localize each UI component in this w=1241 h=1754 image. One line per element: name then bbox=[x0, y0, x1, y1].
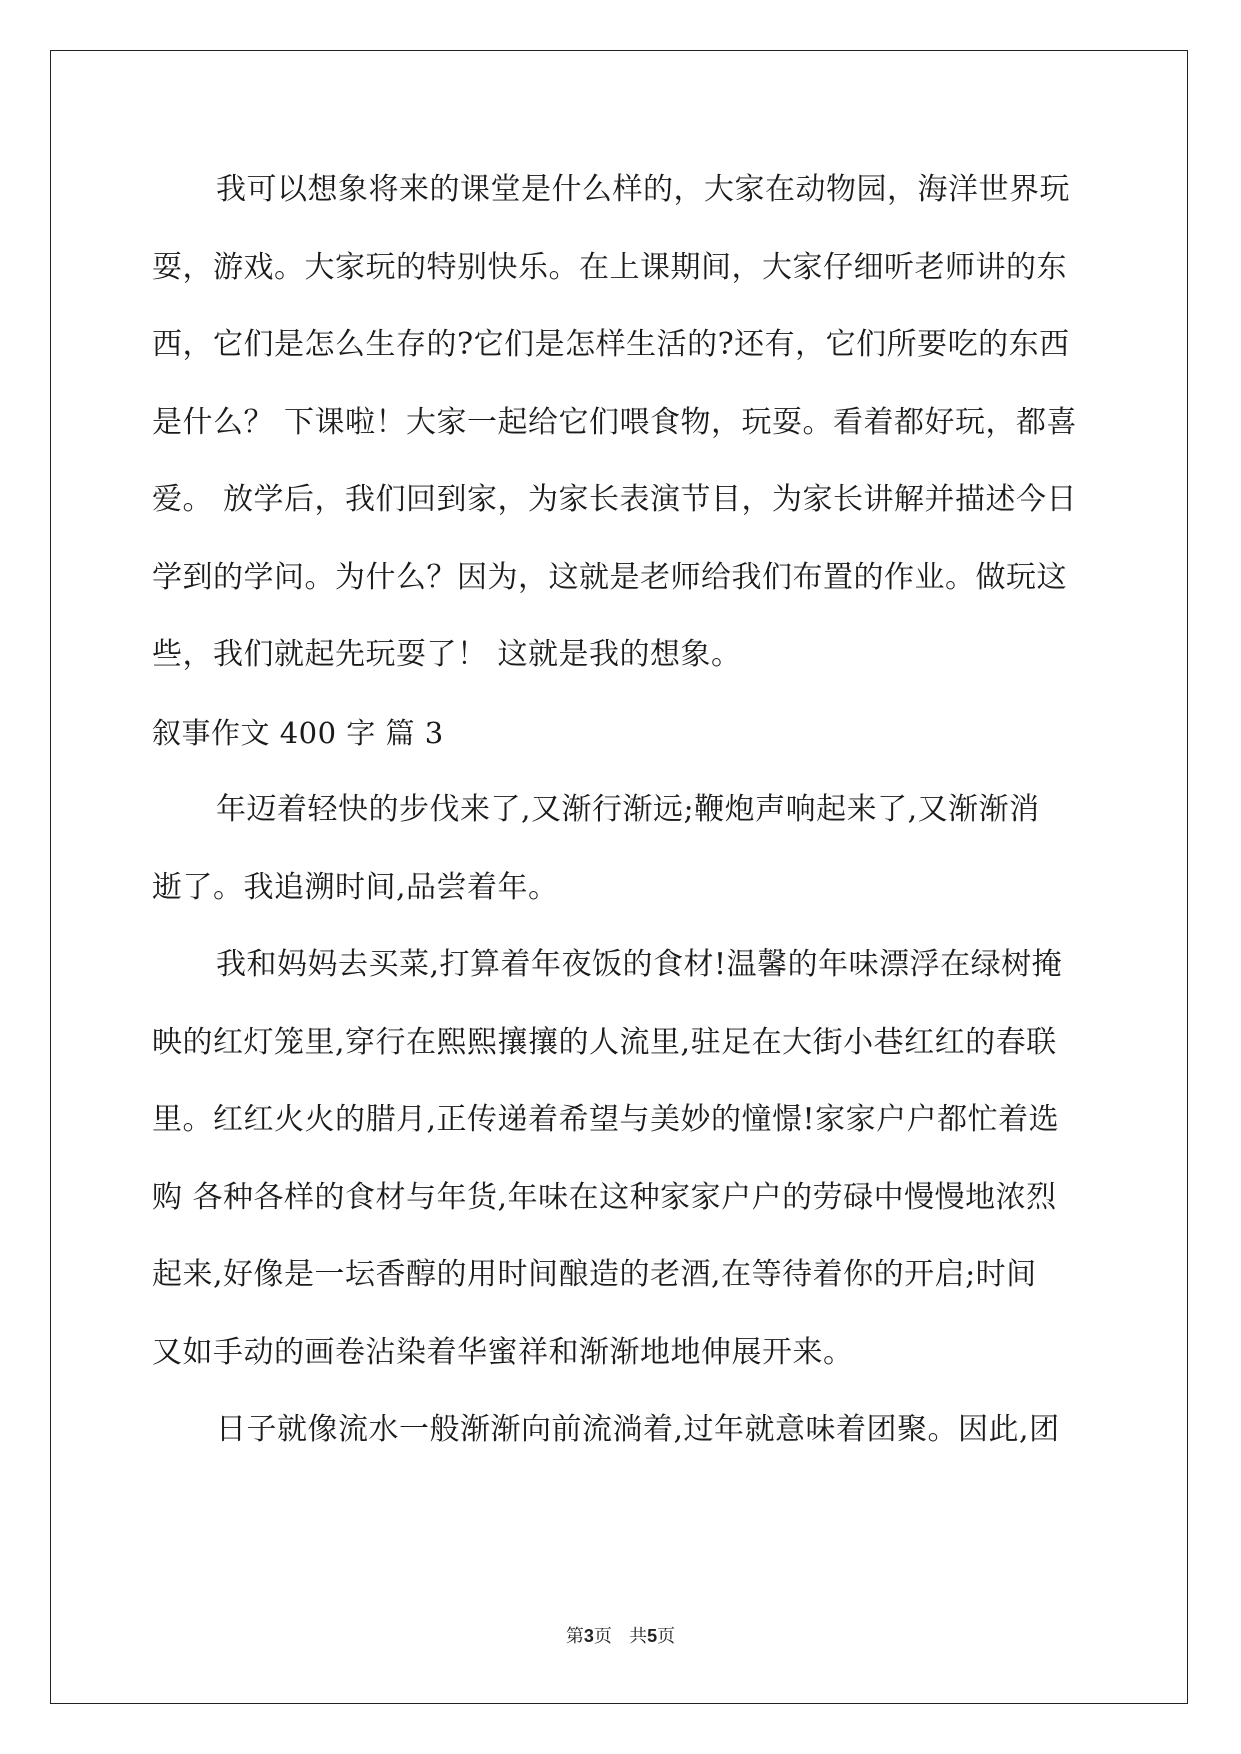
text-line: 我和妈妈去买菜,打算着年夜饭的食材!温馨的年味漂浮在绿树掩 bbox=[216, 947, 1063, 982]
current-page-number: 3 bbox=[583, 1626, 594, 1646]
text-line: 里。红红火火的腊月,正传递着希望与美妙的憧憬!家家户户都忙着选 bbox=[152, 1102, 1060, 1137]
footer-prefix: 第 bbox=[565, 1626, 584, 1647]
text-line: 映的红灯笼里,穿行在熙熙攘攘的人流里,驻足在大街小巷红红的春联 bbox=[152, 1024, 1057, 1060]
footer-page-word: 页 bbox=[593, 1626, 612, 1647]
text-line: 年迈着轻快的步伐来了,又渐行渐远;鞭炮声响起来了,又渐渐消 bbox=[216, 792, 1040, 827]
text-line: 逝了。我追溯时间,品尝着年。 bbox=[152, 869, 559, 905]
footer-total-prefix: 共 bbox=[629, 1626, 648, 1647]
total-pages-number: 5 bbox=[647, 1626, 658, 1646]
text-line: 购 各种各样的食材与年货,年味在这种家家户户的劳碌中慢慢地浓烈 bbox=[152, 1179, 1057, 1215]
text-line: 我可以想象将来的课堂是什么样的，大家在动物园，海洋世界玩 bbox=[216, 172, 1070, 207]
text-line: 耍，游戏。大家玩的特别快乐。在上课期间，大家仔细听老师讲的东 bbox=[152, 249, 1067, 285]
text-line: 爱。 放学后，我们回到家，为家长表演节目，为家长讲解并描述今日 bbox=[152, 482, 1078, 517]
text-line: 学到的学问。为什么？因为，这就是老师给我们布置的作业。做玩这 bbox=[152, 559, 1067, 595]
footer-total-suffix: 页 bbox=[657, 1626, 676, 1647]
text-line: 起来,好像是一坛香醇的用时间酿造的老酒,在等待着你的开启;时间 bbox=[152, 1257, 1037, 1292]
page-footer bbox=[0, 1622, 1241, 1648]
section-heading: 叙事作文 400 字 篇 3 bbox=[152, 715, 444, 750]
document-body bbox=[152, 158, 1092, 1476]
text-line: 些，我们就起先玩耍了！ 这就是我的想象。 bbox=[152, 637, 742, 672]
text-line: 西，它们是怎么生存的?它们是怎样生活的?还有，它们所要吃的东西 bbox=[152, 327, 1070, 362]
text-line: 又如手动的画卷沾染着华蜜祥和渐渐地地伸展开来。 bbox=[152, 1334, 854, 1370]
text-line: 日子就像流水一般渐渐向前流淌着,过年就意味着团聚。因此,团 bbox=[216, 1412, 1060, 1447]
text-line: 是什么？ 下课啦！大家一起给它们喂食物，玩耍。看着都好玩，都喜 bbox=[152, 404, 1078, 440]
